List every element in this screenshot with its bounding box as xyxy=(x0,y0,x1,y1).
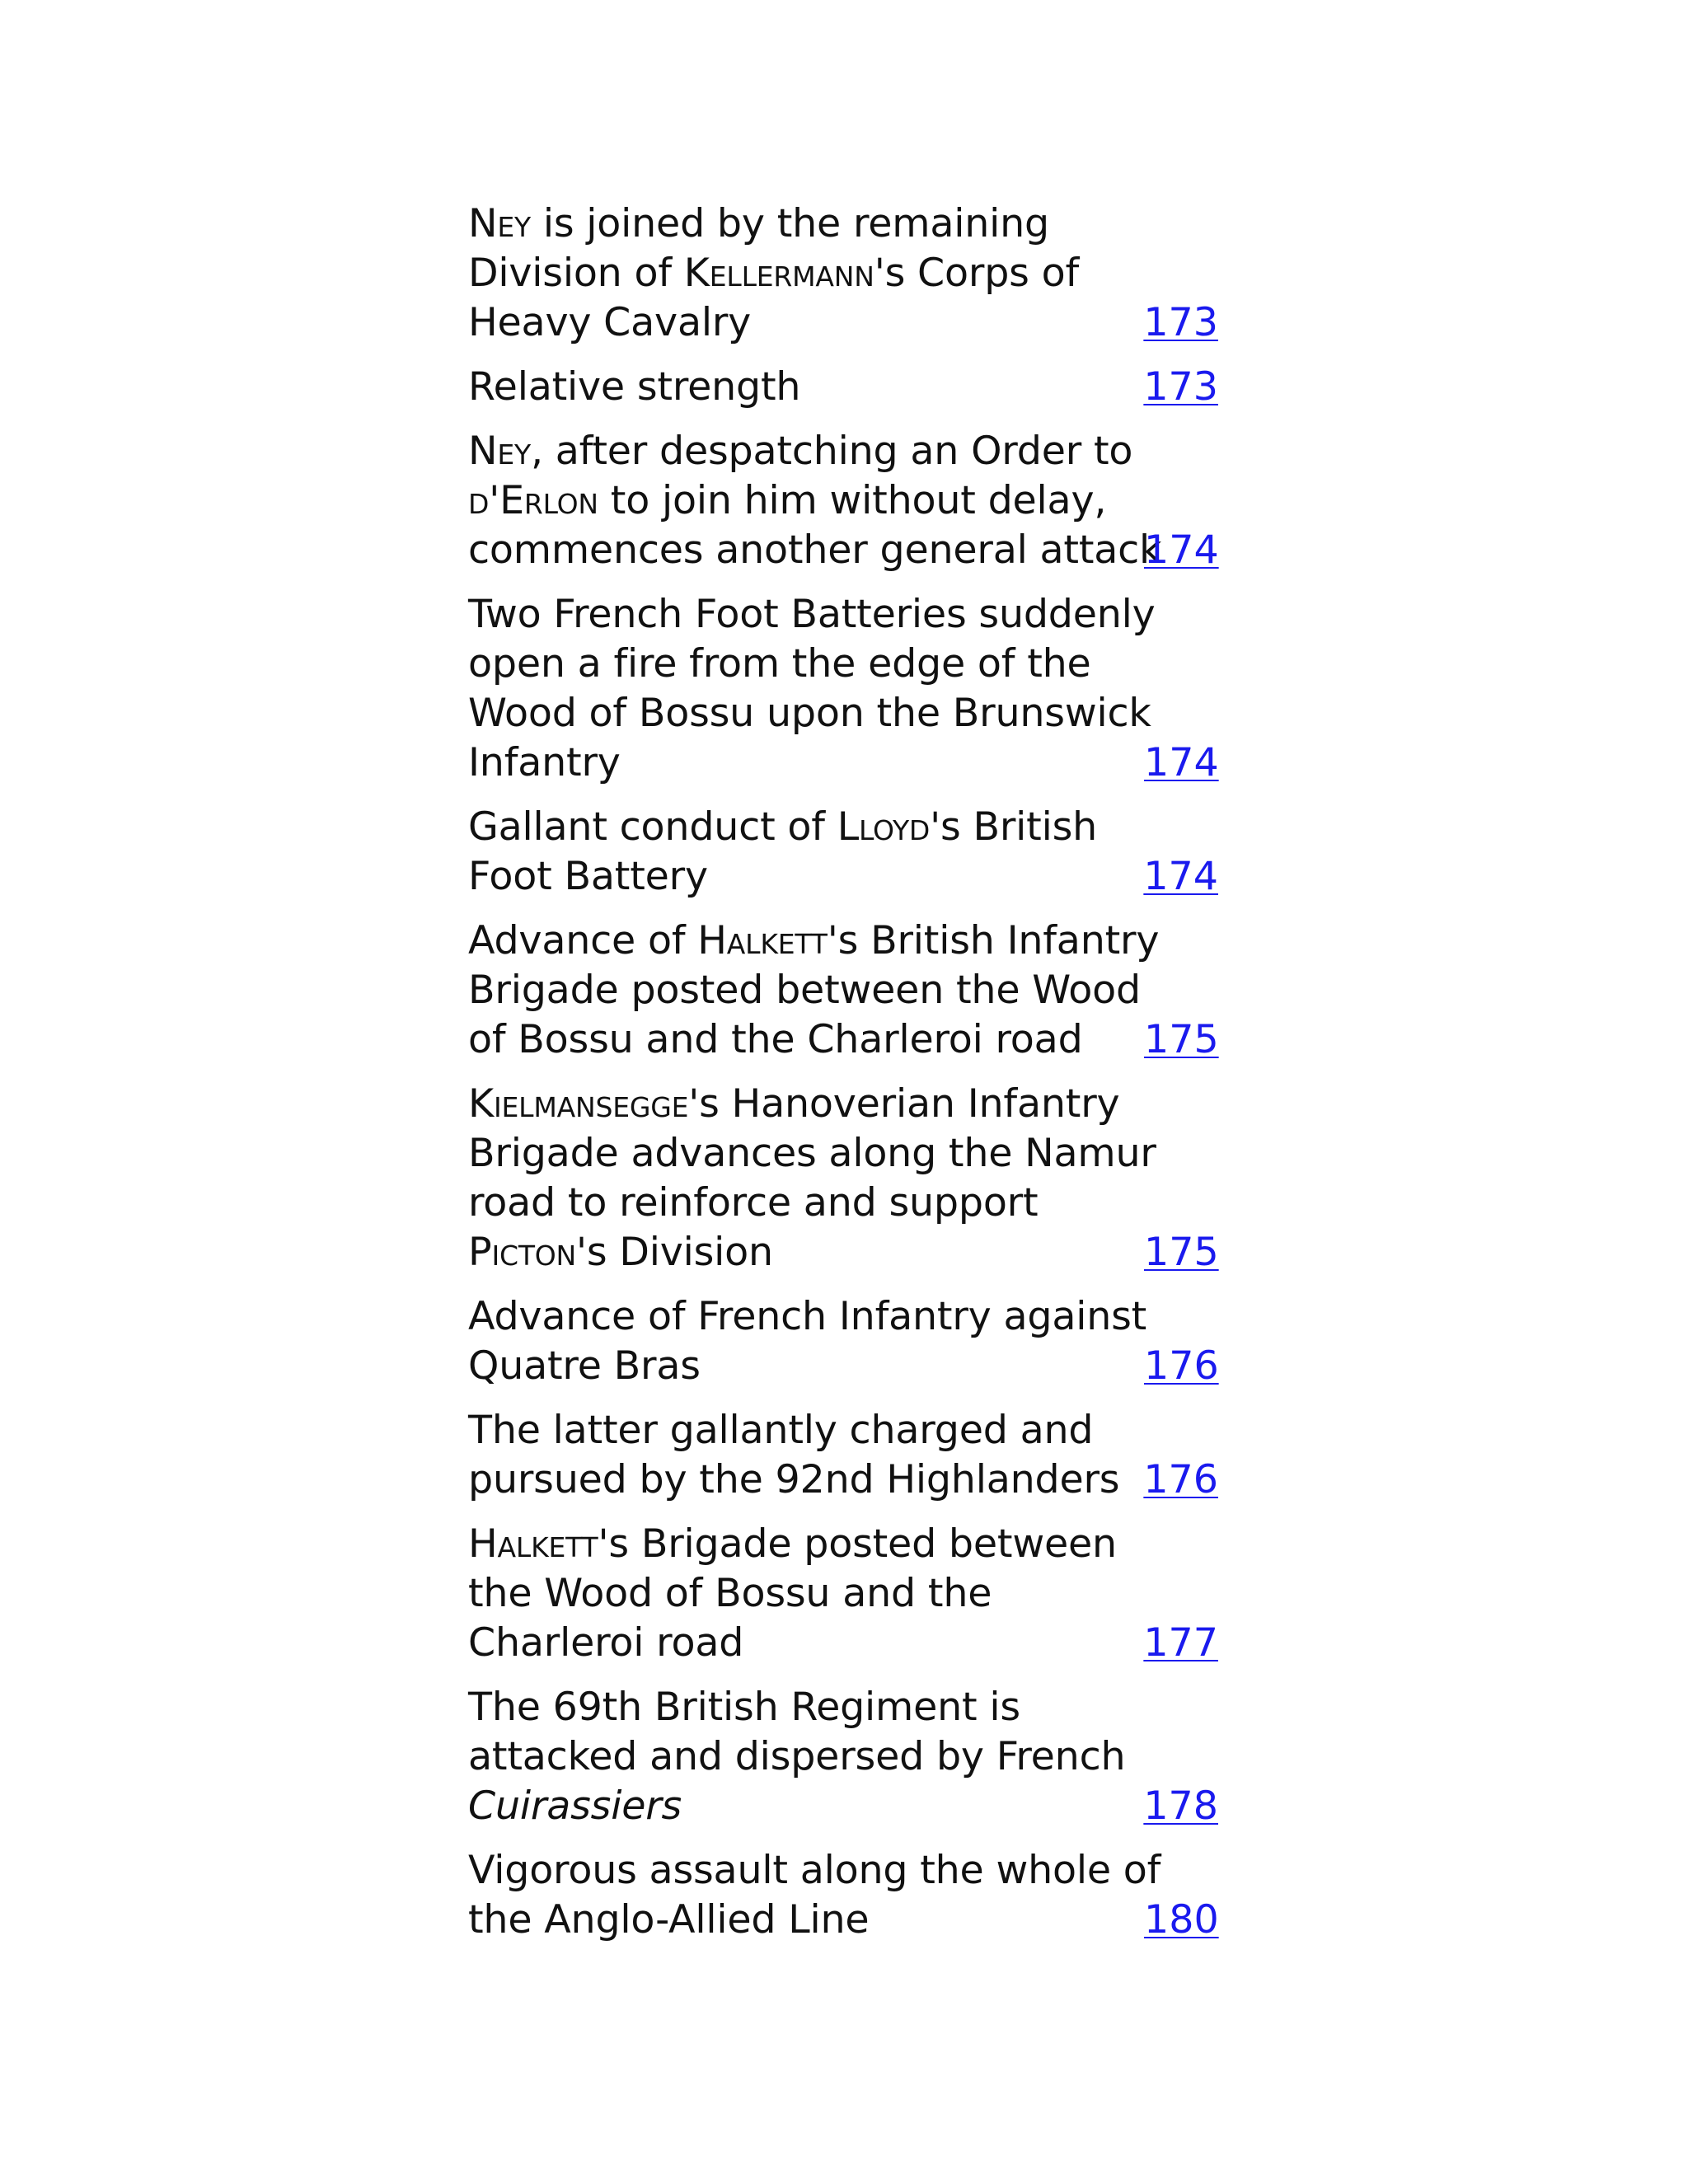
toc-entry-description xyxy=(468,590,1156,788)
text-run: open a fire from the edge of the xyxy=(468,641,1091,687)
small-caps-name: Halkett xyxy=(697,918,828,963)
text-run: Charleroi road xyxy=(468,1620,744,1666)
page-number-link[interactable]: 176 xyxy=(1144,1343,1219,1389)
description-line xyxy=(468,852,1143,902)
description-line xyxy=(468,916,1160,966)
small-caps-name: Lloyd xyxy=(837,804,931,850)
toc-entry-description xyxy=(468,1683,1143,1831)
text-run: the Wood of Bossu and the xyxy=(468,1571,992,1616)
description-line xyxy=(468,1619,1143,1668)
text-run: Two French Foot Batteries suddenly xyxy=(468,592,1156,637)
text-run: Advance of xyxy=(468,918,698,963)
text-run: Quatre Bras xyxy=(468,1343,701,1389)
page-number-link[interactable]: 174 xyxy=(1144,527,1219,573)
toc-entry-description xyxy=(468,1520,1143,1668)
text-run: Division of xyxy=(468,251,684,296)
description-line xyxy=(468,1342,1144,1391)
text-run: 's British Infantry xyxy=(827,918,1160,963)
description-line xyxy=(468,427,1144,476)
toc-entry-description xyxy=(468,363,1143,412)
toc-entry xyxy=(468,590,1218,788)
small-caps-name: d'Erlon xyxy=(468,478,598,523)
description-line xyxy=(468,1179,1144,1228)
toc-entry xyxy=(468,1846,1218,1945)
description-line xyxy=(468,1080,1144,1129)
description-line xyxy=(468,1569,1143,1619)
description-line xyxy=(468,966,1144,1015)
toc-entry-description xyxy=(468,1406,1143,1505)
description-line xyxy=(468,1292,1147,1342)
text-run: Heavy Cavalry xyxy=(468,300,752,345)
page-number-link[interactable]: 173 xyxy=(1143,364,1218,410)
text-run: pursued by the 92nd Highlanders xyxy=(468,1457,1120,1502)
text-run: Brigade advances along the Namur xyxy=(468,1131,1156,1176)
table-of-contents xyxy=(468,199,1218,1960)
text-run: attacked and dispersed by French xyxy=(468,1734,1126,1779)
page-number-link[interactable]: 174 xyxy=(1144,740,1219,785)
page-number-link[interactable]: 175 xyxy=(1144,1017,1219,1062)
description-line xyxy=(468,1732,1143,1782)
toc-entry xyxy=(468,1080,1218,1277)
description-line xyxy=(468,1129,1156,1179)
small-caps-name: Kellermann xyxy=(683,251,874,296)
small-caps-name: Picton xyxy=(468,1230,577,1275)
text-run: Relative strength xyxy=(468,364,801,410)
description-line xyxy=(468,1228,1144,1277)
toc-entry-description xyxy=(468,427,1162,575)
description-line xyxy=(468,590,1156,640)
text-run: is joined by the remaining xyxy=(530,201,1049,246)
toc-entry-description xyxy=(468,1846,1161,1945)
text-run: Infantry xyxy=(468,740,621,785)
toc-entry-description xyxy=(468,803,1143,902)
description-line xyxy=(468,363,1143,412)
text-run: road to reinforce and support xyxy=(468,1180,1039,1226)
toc-entry xyxy=(468,363,1218,412)
description-line xyxy=(468,526,1162,575)
text-run: The 69th British Regiment is xyxy=(468,1685,1020,1730)
description-line xyxy=(468,1683,1143,1732)
description-line xyxy=(468,1846,1161,1896)
description-line xyxy=(468,1896,1144,1945)
description-line xyxy=(468,1455,1143,1505)
text-run: , after despatching an Order to xyxy=(530,429,1133,474)
text-run: of Bossu and the Charleroi road xyxy=(468,1017,1083,1062)
text-run: to join him without delay, xyxy=(598,478,1107,523)
description-line xyxy=(468,1520,1143,1569)
text-run: The latter gallantly charged and xyxy=(468,1408,1094,1453)
text-run: 's Corps of xyxy=(874,251,1079,296)
text-run: Gallant conduct of xyxy=(468,804,837,850)
toc-entry-description xyxy=(468,1292,1147,1391)
toc-entry xyxy=(468,1683,1218,1831)
description-line xyxy=(468,803,1143,852)
small-caps-name: Ney xyxy=(468,429,531,474)
text-run: Wood of Bossu upon the Brunswick xyxy=(468,691,1151,736)
page-number-link[interactable]: 173 xyxy=(1143,300,1218,345)
page-number-link[interactable]: 177 xyxy=(1143,1620,1218,1666)
description-line xyxy=(468,1406,1143,1455)
italic-text: Cuirassiers xyxy=(468,1783,682,1829)
description-line xyxy=(468,249,1143,298)
description-line xyxy=(468,738,1144,788)
text-run: 's Division xyxy=(576,1230,773,1275)
text-run: the Anglo-Allied Line xyxy=(468,1897,870,1943)
toc-entry-description xyxy=(468,916,1160,1065)
text-run: Brigade posted between the Wood xyxy=(468,968,1141,1013)
small-caps-name: Kielmansegge xyxy=(468,1081,689,1127)
description-line xyxy=(468,199,1143,249)
description-line xyxy=(468,1782,1143,1831)
text-run: Advance of French Infantry against xyxy=(468,1294,1147,1339)
toc-entry xyxy=(468,803,1218,902)
toc-entry-description xyxy=(468,199,1143,348)
description-line xyxy=(468,298,1143,348)
toc-entry-description xyxy=(468,1080,1156,1277)
toc-entry xyxy=(468,1520,1218,1668)
page-number-link[interactable]: 174 xyxy=(1143,854,1218,899)
toc-entry xyxy=(468,1406,1218,1505)
text-run: 's British xyxy=(930,804,1098,850)
toc-entry xyxy=(468,199,1218,348)
page-number-link[interactable]: 175 xyxy=(1144,1230,1219,1275)
page-number-link[interactable]: 180 xyxy=(1144,1897,1219,1943)
description-line xyxy=(468,689,1151,738)
page-number-link[interactable]: 176 xyxy=(1143,1457,1218,1502)
page-number-link[interactable]: 178 xyxy=(1143,1783,1218,1829)
description-line xyxy=(468,640,1144,689)
toc-entry xyxy=(468,427,1218,575)
text-run: 's Brigade posted between xyxy=(598,1521,1117,1567)
text-run: 's Hanoverian Infantry xyxy=(688,1081,1120,1127)
text-run: commences another general attack xyxy=(468,527,1162,573)
toc-entry xyxy=(468,916,1218,1065)
small-caps-name: Halkett xyxy=(468,1521,598,1567)
text-run: Foot Battery xyxy=(468,854,708,899)
description-line xyxy=(468,476,1144,526)
text-run: Vigorous assault along the whole of xyxy=(468,1848,1161,1893)
small-caps-name: Ney xyxy=(468,201,531,246)
toc-entry xyxy=(468,1292,1218,1391)
description-line xyxy=(468,1015,1144,1065)
